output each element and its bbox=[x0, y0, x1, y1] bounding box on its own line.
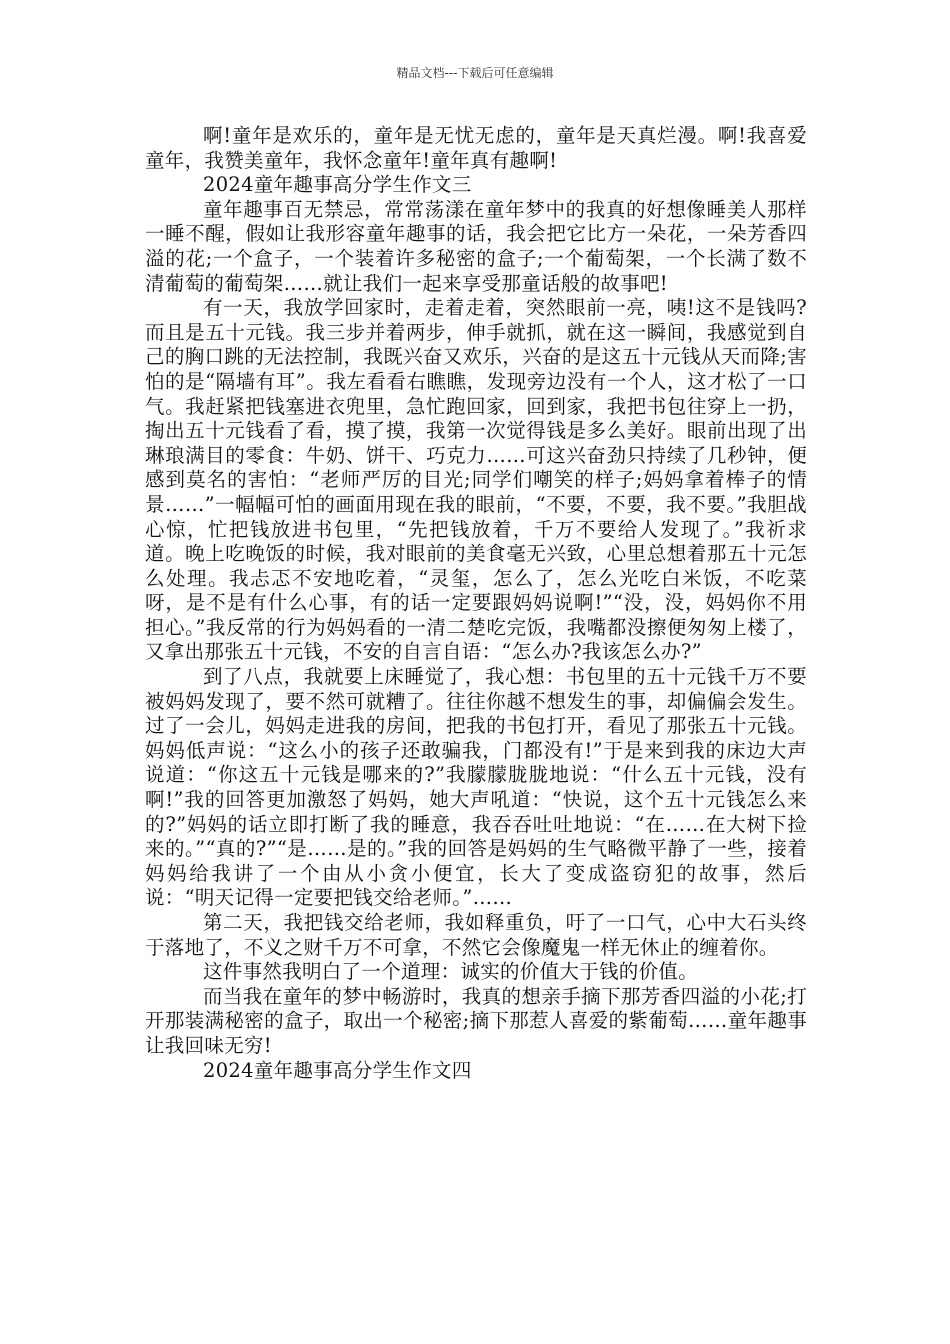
paragraph-essay-three-opening: 童年趣事百无禁忌，常常荡漾在童年梦中的我真的好想像睡美人那样一睡不醒，假如让我形容童年趣事的话，我会把它比方一朵花，一朵芳香四溢的花;一个盒子，一个装着许多秘密的盒子;一个葡萄架，一个长满了数不清葡萄的葡萄架……就让我们一起来享受那童话般的故事吧! bbox=[145, 197, 807, 295]
paragraph-next-day: 第二天，我把钱交给老师，我如释重负，吁了一口气，心中大石头终于落地了，不义之财千万不可拿，不然它会像魔鬼一样无休止的缠着你。 bbox=[145, 911, 807, 959]
paragraph-closing: 而当我在童年的梦中畅游时，我真的想亲手摘下那芳香四溢的小花;打开那装满秘密的盒子，取出一个秘密;摘下那惹人喜爱的紫葡萄……童年趣事让我回味无穷! bbox=[145, 984, 807, 1057]
document-body bbox=[145, 124, 807, 1083]
paragraph-intro-ending: 啊!童年是欢乐的，童年是无忧无虑的，童年是天真烂漫。啊!我喜爱童年，我赞美童年，我怀念童年!童年真有趣啊! bbox=[145, 124, 807, 172]
paragraph-mother-discovers: 到了八点，我就要上床睡觉了，我心想：书包里的五十元钱千万不要被妈妈发现了，要不然可就糟了。往往你越不想发生的事，却偏偏会发生。过了一会儿，妈妈走进我的房间，把我的书包打开，看见了那张五十元钱。妈妈低声说：“这么小的孩子还敢骗我，门都没有!”于是来到我的床边大声说道：“你这五十元钱是哪来的?”我朦朦胧胧地说：“什么五十元钱，没有啊!”我的回答更加激怒了妈妈，她大声吼道：“快说，这个五十元钱怎么来的?”妈妈的话立即打断了我的睡意，我吞吞吐吐地说：“在……在大树下捡来的。”“真的?”“是……是的。”我的回答是妈妈的生气略微平静了一些，接着妈妈给我讲了一个由从小贪小便宜，长大了变成盗窃犯的故事，然后说：“明天记得一定要把钱交给老师。”…… bbox=[145, 665, 807, 910]
paragraph-lesson: 这件事然我明白了一个道理：诚实的价值大于钱的价值。 bbox=[203, 960, 699, 984]
paragraph-found-money: 有一天，我放学回家时，走着走着，突然眼前一亮，咦!这不是钱吗?而且是五十元钱。我三步并着两步，伸手就抓，就在这一瞬间，我感觉到自己的胸口跳的无法控制，我既兴奋又欢乐，兴奋的是这五十元钱从天而降;害怕的是“隔墙有耳”。我左看看右瞧瞧，发现旁边没有一个人，这才松了一口气。我赶紧把钱塞进衣兜里，急忙跑回家，回到家，我把书包往穿上一扔，掏出五十元钱看了看，摸了摸，我第一次觉得钱是多么美好。眼前出现了出琳琅满目的零食：牛奶、饼干、巧克力……可这兴奋劲只持续了几秒钟，便感到莫名的害怕：“老师严厉的目光;同学们嘲笑的样子;妈妈拿着棒子的情景……”一幅幅可怕的画面用现在我的眼前，“不要，不要，我不要。”我胆战心惊，忙把钱放进书包里，“先把钱放着，千万不要给人发现了。”我祈求道。晚上吃晚饭的时候，我对眼前的美食毫无兴致，心里总想着那五十元怎么处理。我忐忑不安地吃着，“灵玺，怎么了，怎么光吃白米饭，不吃菜呀，是不是有什么心事，有的话一定要跟妈妈说啊!”“没，没，妈妈你不用担心。”我反常的行为妈妈看的一清二楚吃完饭，我嘴都没擦便匆匆上楼了，又拿出那张五十元钱，不安的自言自语：“怎么办?我该怎么办?” bbox=[145, 296, 807, 664]
essay-three-title: 2024童年趣事高分学生作文三 bbox=[203, 173, 472, 197]
page-header: 精品文档---下载后可任意编辑 bbox=[396, 66, 554, 80]
essay-four-title: 2024童年趣事高分学生作文四 bbox=[203, 1058, 472, 1082]
